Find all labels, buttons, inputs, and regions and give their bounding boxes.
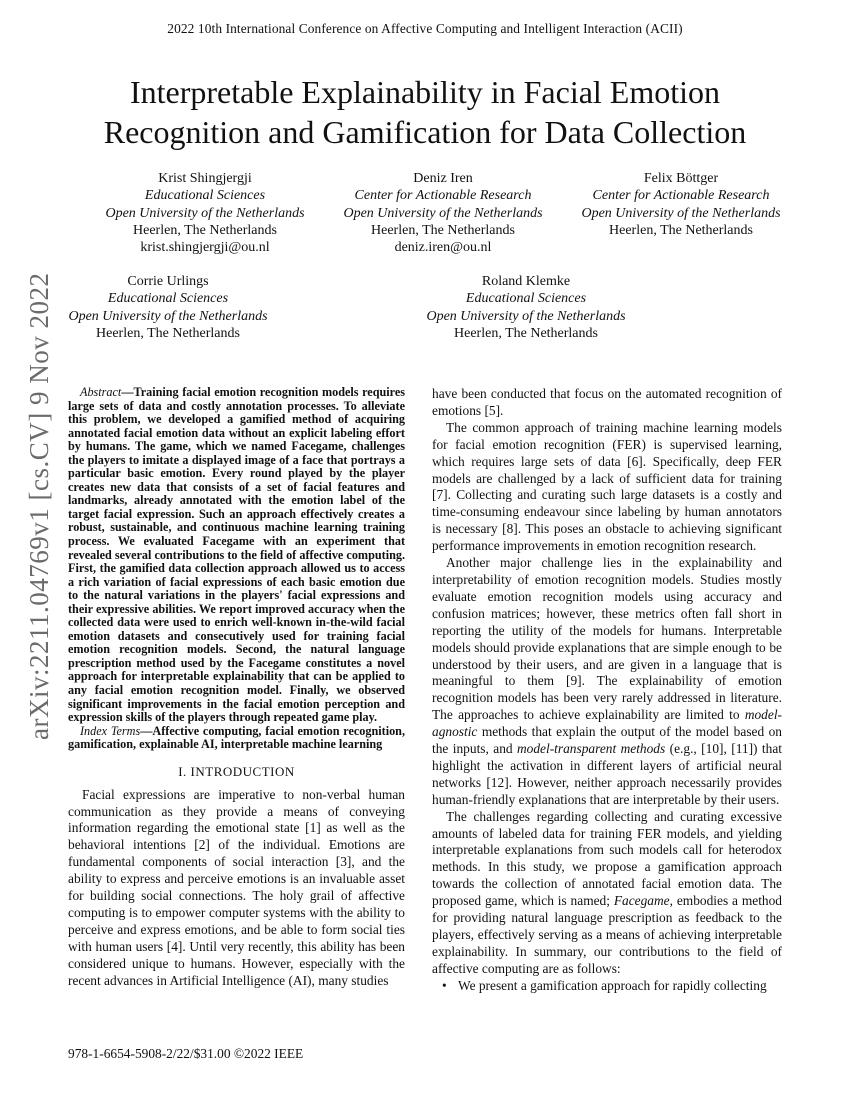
abstract bbox=[68, 386, 405, 725]
author-org: Open University of the Netherlands bbox=[426, 308, 626, 324]
text-run: methods that explain the output of the model based on the inputs, and bbox=[432, 724, 782, 757]
bullet-text: We present a gamification approach for rapidly collecting bbox=[458, 977, 767, 993]
author-location: Heerlen, The Netherlands bbox=[609, 222, 753, 238]
author-email: krist.shingjergji@ou.nl bbox=[140, 240, 270, 256]
author-email: deniz.iren@ou.nl bbox=[394, 240, 492, 256]
paper-title bbox=[60, 72, 790, 152]
author-block bbox=[333, 170, 553, 256]
title-line-2: Recognition and Gamification for Data Collection bbox=[103, 114, 747, 150]
author-block bbox=[570, 170, 792, 239]
author-location: Heerlen, The Netherlands bbox=[133, 222, 277, 238]
contribution-bullet bbox=[432, 978, 782, 995]
author-org: Open University of the Netherlands bbox=[105, 205, 305, 221]
author-dept: Educational Sciences bbox=[144, 188, 266, 204]
intro-paragraph: Facial expressions are imperative to non-verbal human communication as they provide a means of conveying information regarding the emotional state [1] as well as the behavioral intentions [2] of the individual. Emotions are fundamental components of social interaction [3], and the ability to express and perceive emotions is an invaluable asset for building social connections. The holy grail of affective computing is to empower computer systems with the ability to perceive and express emotions, and be able to form social ties with human users [4]. Until very recently, this ability has been considered unique to humans. However, especially with the recent advances in Artificial Intelligence (AI), many studies bbox=[68, 786, 405, 988]
text-run: , embodies a method for providing natural language prescription as feedback to the players, effectively serving as a means of achieving interpretable explainability. In summary, our contributions to the field of affective computing are as follows: bbox=[432, 893, 782, 976]
author-org: Open University of the Netherlands bbox=[68, 308, 268, 324]
author-org: Open University of the Netherlands bbox=[581, 205, 781, 221]
conference-header: 2022 10th International Conference on Affective Computing and Intelligent Interaction (ACII) bbox=[167, 21, 683, 36]
author-name: Corrie Urlings bbox=[127, 274, 209, 289]
body-paragraph bbox=[432, 809, 782, 978]
author-dept: Educational Sciences bbox=[107, 291, 229, 307]
text-run: Another major challenge lies in the explainability and interpretability of emotion recognition models. Studies mostly evaluate emotion recognition models using accuracy and confusion matrices; however, these metrics often fall short in reporting the utility of the models for humans. Interpretable models should provide explanations that are simple enough to be understood by their users, and are given in a language that is meaningful to them [9]. The explainability of emotion recognition models has been very rarely addressed in literature. The approaches to achieve explainability are limited to bbox=[432, 555, 782, 723]
author-name: Deniz Iren bbox=[413, 171, 473, 186]
author-block bbox=[416, 273, 636, 342]
arxiv-stamp: arXiv:2211.04769v1 [cs.CV] 9 Nov 2022 bbox=[24, 272, 54, 740]
abstract-label: Abstract bbox=[80, 385, 122, 399]
author-name: Krist Shingjergji bbox=[158, 171, 252, 186]
right-column bbox=[432, 386, 782, 995]
title-line-1: Interpretable Explainability in Facial Emotion bbox=[129, 74, 721, 110]
intro-continuation: have been conducted that focus on the automated recognition of emotions [5]. bbox=[432, 386, 782, 418]
abstract-text: —Training facial emotion recognition models requires large sets of data and costly annotation processes. To alleviate this problem, we developed a gamified method of acquiring annotated facial emotion data without an explicit labeling effort by humans. The game, which we named Facegame, challenges the players to imitate a displayed image of a face that portrays a particular basic emotion. Every round played by the player creates new data that consists of a set of facial features and landmarks, already annotated with the emotion label of the target facial expression. Such an approach effectively creates a robust, sustainable, and continuous machine learning training process. We evaluated Facegame with an experiment that revealed several contributions to the field of affective computing. First, the gamified data collection approach allowed us to access a rich variation of facial expressions of each basic emotion due to the natural variations in the players' facial expressions and their expressive abilities. We report improved accuracy when the collected data were used to enrich well-known in-the-wild facial emotion datasets and consecutively used for training facial emotion recognition models. Second, the natural language prescription method used by the Facegame constitutes a novel approach for interpretable explainability that can be applied to any facial emotion recognition model. Finally, we observed significant improvements in the facial emotion perception and expression skills of the players through repeated game play. bbox=[68, 385, 405, 725]
author-name: Roland Klemke bbox=[481, 274, 571, 289]
left-column bbox=[68, 386, 405, 990]
body-paragraph bbox=[432, 555, 782, 809]
bullet-icon: • bbox=[442, 977, 447, 993]
emphasis: model-agnostic bbox=[432, 707, 782, 740]
author-dept: Educational Sciences bbox=[465, 291, 587, 307]
copyright-footer: 978-1-6654-5908-2/22/$31.00 ©2022 IEEE bbox=[68, 1046, 304, 1061]
index-terms-text: —Affective computing, facial emotion recognition, gamification, explainable AI, interpretable machine learning bbox=[68, 723, 406, 752]
emphasis: model-transparent methods bbox=[517, 741, 666, 757]
body-paragraph: The common approach of training machine learning models for facial emotion recognition (FER) is supervised learning, which requires large sets of data [6]. Specifically, deep FER models are challenged by a lack of sufficient data for training [7]. Collecting and curating such large datasets is a costly and time-consuming endeavour since labeling by human annotators is necessary [8]. This poses an obstacle to achieving significant performance improvements in emotion recognition research. bbox=[432, 419, 782, 554]
author-location: Heerlen, The Netherlands bbox=[96, 325, 240, 341]
text-run: (e.g., [10], [11]) that highlight the activation in different layers of artificial neural networks [12]. However, neither approach necessarily provides human-friendly explanations that are interpretable by their users. bbox=[432, 741, 782, 807]
text-run: The challenges regarding collecting and curating excessive amounts of labeled data for training FER models, and yielding interpretable explanations from such models call for heterodox methods. In this study, we propose a gamification approach towards the collection of annotated facial emotion data. The proposed game, which is named; bbox=[432, 808, 782, 909]
section-heading: I. INTRODUCTION bbox=[178, 763, 295, 779]
author-block bbox=[95, 170, 315, 256]
index-terms bbox=[68, 725, 405, 752]
index-terms-label: Index Terms bbox=[80, 723, 141, 738]
author-name: Felix Böttger bbox=[643, 171, 719, 186]
author-org: Open University of the Netherlands bbox=[343, 205, 543, 221]
author-block bbox=[58, 273, 278, 342]
author-location: Heerlen, The Netherlands bbox=[371, 222, 515, 238]
author-dept: Center for Actionable Research bbox=[592, 188, 770, 204]
author-dept: Center for Actionable Research bbox=[354, 188, 532, 204]
emphasis: Facegame bbox=[613, 893, 670, 909]
author-location: Heerlen, The Netherlands bbox=[454, 325, 598, 341]
